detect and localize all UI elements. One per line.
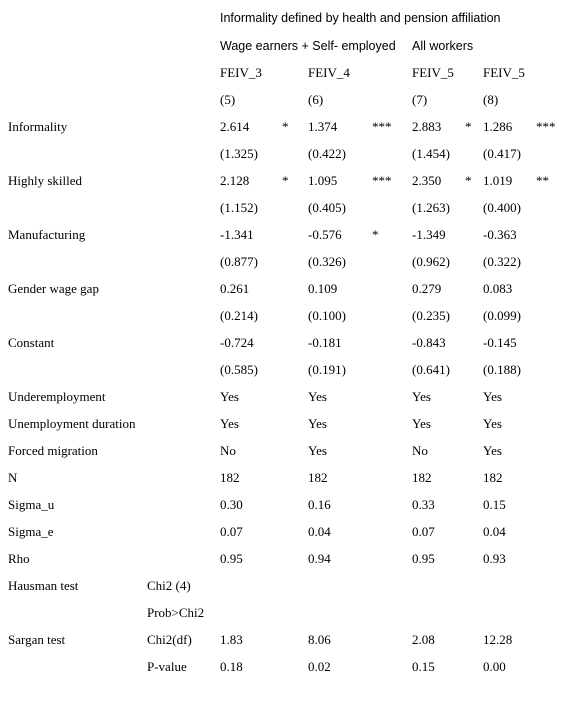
test-value-cell: 12.28 (483, 632, 513, 647)
se-cell: (1.152) (220, 200, 258, 215)
stat-cell: 0.04 (308, 524, 331, 539)
control-cell: Yes (308, 416, 327, 431)
se-cell: (0.422) (308, 146, 346, 161)
se-cell: (0.405) (308, 200, 346, 215)
stat-cell: 182 (308, 470, 328, 485)
column-number: (7) (412, 92, 428, 107)
row-label: N (8, 470, 18, 485)
coef-cell: 1.095 (308, 173, 338, 188)
se-cell: (0.188) (483, 362, 521, 377)
model-name: FEIV_5 (483, 65, 525, 80)
se-cell: (0.877) (220, 254, 258, 269)
sample-wage-earners-header: Wage earners + Self- employed (220, 39, 396, 53)
row-label: Manufacturing (8, 227, 86, 242)
control-cell: Yes (483, 389, 502, 404)
test-value-cell: 0.15 (412, 659, 435, 674)
row-label: Sigma_u (8, 497, 55, 512)
model-name: FEIV_5 (412, 65, 454, 80)
row-label: Underemployment (8, 389, 106, 404)
test-value-cell: 2.08 (412, 632, 435, 647)
coef-cell: 2.883 (412, 119, 442, 134)
significance-stars: *** (372, 173, 392, 188)
model-name: FEIV_4 (308, 65, 350, 80)
test-value-cell: 0.02 (308, 659, 331, 674)
coef-cell: -1.349 (412, 227, 446, 242)
se-cell: (0.322) (483, 254, 521, 269)
se-cell: (0.191) (308, 362, 346, 377)
control-cell: Yes (220, 416, 239, 431)
significance-stars: *** (372, 119, 392, 134)
se-cell: (0.326) (308, 254, 346, 269)
stat-cell: 182 (483, 470, 503, 485)
control-cell: Yes (412, 416, 431, 431)
coef-cell: -0.145 (483, 335, 517, 350)
stat-cell: 0.95 (220, 551, 243, 566)
test-stat-label: Chi2(df) (147, 632, 192, 647)
significance-stars: ** (536, 173, 549, 188)
coef-cell: -0.576 (308, 227, 342, 242)
coef-cell: 2.350 (412, 173, 442, 188)
significance-stars: *** (536, 119, 556, 134)
column-number: (5) (220, 92, 236, 107)
se-cell: (0.585) (220, 362, 258, 377)
stat-cell: 182 (412, 470, 432, 485)
test-value-cell: 1.83 (220, 632, 243, 647)
sample-all-workers-header: All workers (412, 39, 474, 53)
control-cell: Yes (412, 389, 431, 404)
significance-stars: * (282, 173, 289, 188)
coef-cell: -0.843 (412, 335, 446, 350)
control-cell: Yes (220, 389, 239, 404)
test-value-cell: 8.06 (308, 632, 331, 647)
coef-cell: 1.286 (483, 119, 513, 134)
coef-cell: 0.109 (308, 281, 338, 296)
column-number: (6) (308, 92, 324, 107)
se-cell: (0.235) (412, 308, 450, 323)
model-name: FEIV_3 (220, 65, 262, 80)
row-label: Constant (8, 335, 55, 350)
row-label: Forced migration (8, 443, 98, 458)
row-label: Sigma_e (8, 524, 54, 539)
significance-stars: * (372, 227, 379, 242)
significance-stars: * (465, 119, 472, 134)
se-cell: (0.100) (308, 308, 346, 323)
stat-cell: 0.16 (308, 497, 331, 512)
coef-cell: -0.181 (308, 335, 342, 350)
coef-cell: 1.019 (483, 173, 513, 188)
se-cell: (0.417) (483, 146, 521, 161)
stat-cell: 0.07 (412, 524, 435, 539)
test-value-cell: 0.00 (483, 659, 506, 674)
row-label: Informality (8, 119, 68, 134)
se-cell: (0.099) (483, 308, 521, 323)
stat-cell: 0.30 (220, 497, 243, 512)
row-label: Unemployment duration (8, 416, 136, 431)
control-cell: Yes (483, 443, 502, 458)
column-number: (8) (483, 92, 499, 107)
stat-cell: 0.94 (308, 551, 331, 566)
test-label: Hausman test (8, 578, 79, 593)
coef-cell: 2.128 (220, 173, 250, 188)
coef-cell: -1.341 (220, 227, 254, 242)
se-cell: (1.263) (412, 200, 450, 215)
test-stat-label: Chi2 (4) (147, 578, 191, 593)
se-cell: (0.641) (412, 362, 450, 377)
se-cell: (1.454) (412, 146, 450, 161)
stat-cell: 0.33 (412, 497, 435, 512)
group-title: Informality defined by health and pension affiliation (220, 11, 501, 25)
coef-cell: 0.083 (483, 281, 513, 296)
test-stat-label: Prob>Chi2 (147, 605, 205, 620)
test-value-cell: 0.18 (220, 659, 243, 674)
significance-stars: * (465, 173, 472, 188)
coef-cell: -0.363 (483, 227, 517, 242)
row-label: Rho (8, 551, 30, 566)
se-cell: (1.325) (220, 146, 258, 161)
stat-cell: 0.93 (483, 551, 506, 566)
row-label: Gender wage gap (8, 281, 99, 296)
se-cell: (0.962) (412, 254, 450, 269)
coef-cell: 1.374 (308, 119, 338, 134)
stat-cell: 0.95 (412, 551, 435, 566)
coef-cell: 2.614 (220, 119, 250, 134)
test-stat-label: P-value (147, 659, 187, 674)
significance-stars: * (282, 119, 289, 134)
coef-cell: 0.279 (412, 281, 442, 296)
coef-cell: -0.724 (220, 335, 254, 350)
coef-cell: 0.261 (220, 281, 250, 296)
row-label: Highly skilled (8, 173, 83, 188)
stat-cell: 182 (220, 470, 240, 485)
test-label: Sargan test (8, 632, 66, 647)
stat-cell: 0.04 (483, 524, 506, 539)
se-cell: (0.400) (483, 200, 521, 215)
stat-cell: 0.07 (220, 524, 243, 539)
control-cell: No (412, 443, 428, 458)
control-cell: No (220, 443, 236, 458)
control-cell: Yes (308, 389, 327, 404)
se-cell: (0.214) (220, 308, 258, 323)
control-cell: Yes (483, 416, 502, 431)
stat-cell: 0.15 (483, 497, 506, 512)
control-cell: Yes (308, 443, 327, 458)
